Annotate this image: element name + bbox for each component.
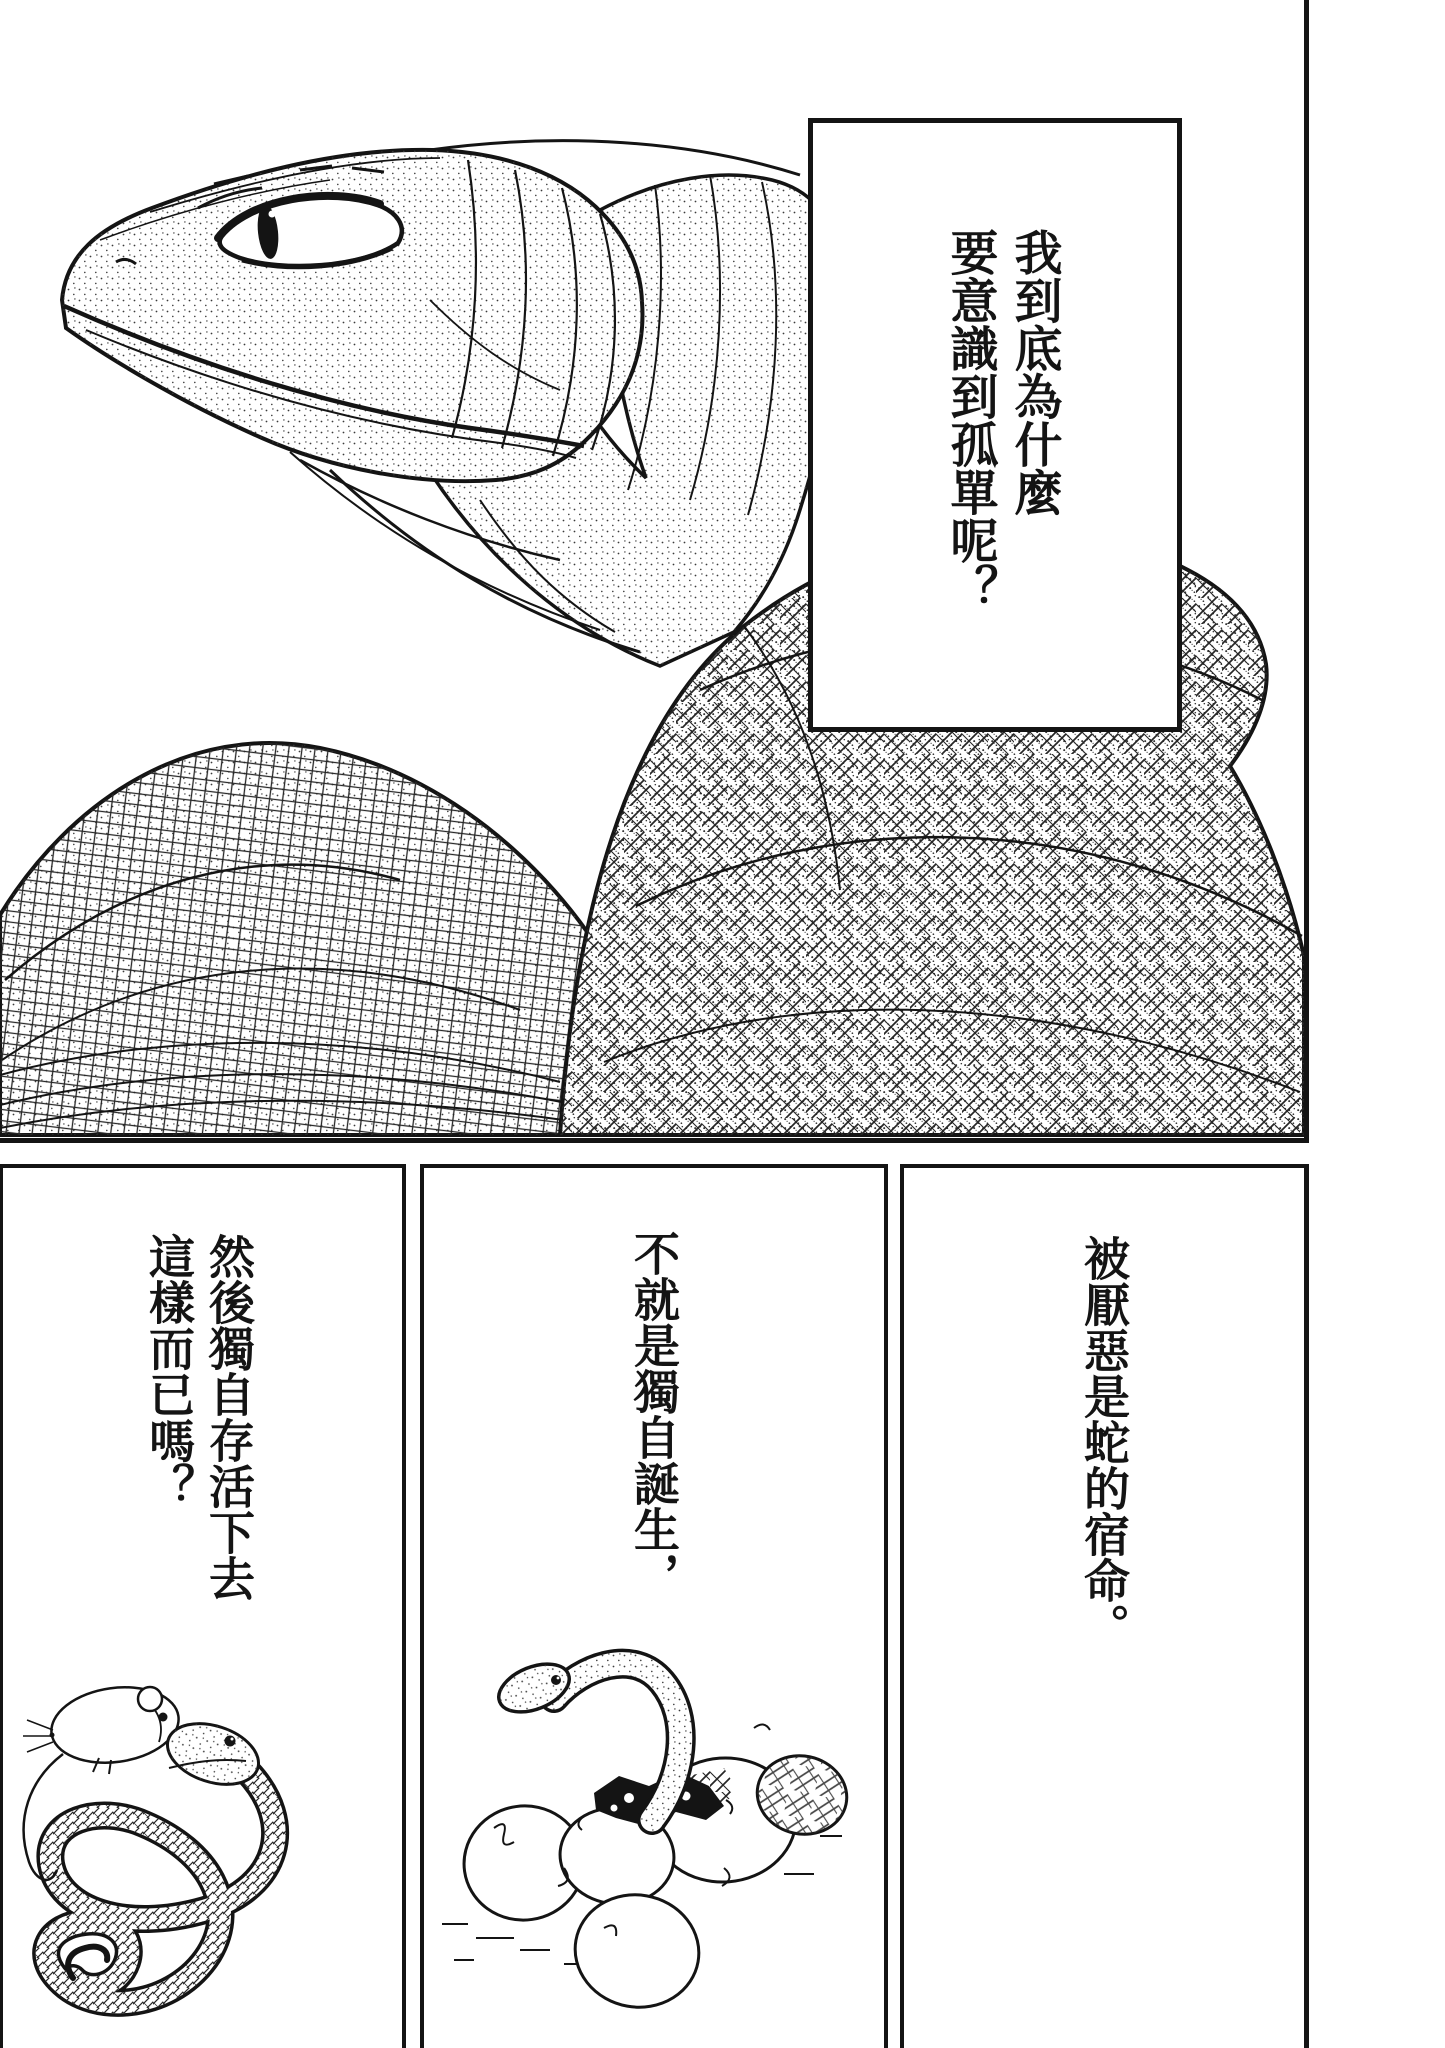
young-snake-body	[46, 1772, 275, 2003]
mouse-whiskers	[23, 1720, 53, 1752]
hatchling-snake	[492, 1655, 681, 1820]
panel-middle-text	[625, 1230, 683, 1598]
mouse-eye	[159, 1713, 168, 1722]
panel-middle-line-1: 不就是獨自誕生，	[628, 1230, 680, 1598]
egg-cluster	[457, 1724, 854, 2016]
panel-right-text	[1075, 1235, 1133, 1649]
mouse-ear	[138, 1687, 162, 1711]
speech-line-1: 我到底為什麼	[1007, 228, 1060, 516]
panel-bottom-middle	[420, 1164, 888, 2048]
panel-left-line-1: 然後獨自存活下去	[203, 1233, 255, 1601]
snake-eye	[225, 1736, 236, 1747]
top-panel-right-border	[1304, 0, 1309, 1143]
panel-right-line-1: 被厭惡是蛇的宿命。	[1078, 1235, 1130, 1649]
panel-bottom-right	[900, 1164, 1309, 2048]
panel-bottom-left	[0, 1164, 406, 2048]
speech-text	[937, 228, 1065, 612]
speech-line-2: 要意識到孤單呢？	[943, 228, 996, 612]
mouse-nose	[50, 1733, 55, 1738]
panel-left-line-2: 這樣而已嗎？	[143, 1233, 195, 1509]
top-panel-bottom-border	[0, 1138, 1309, 1143]
speech-box	[808, 118, 1182, 732]
panel-left-text	[139, 1233, 259, 1601]
hatchling-eye	[551, 1675, 561, 1685]
